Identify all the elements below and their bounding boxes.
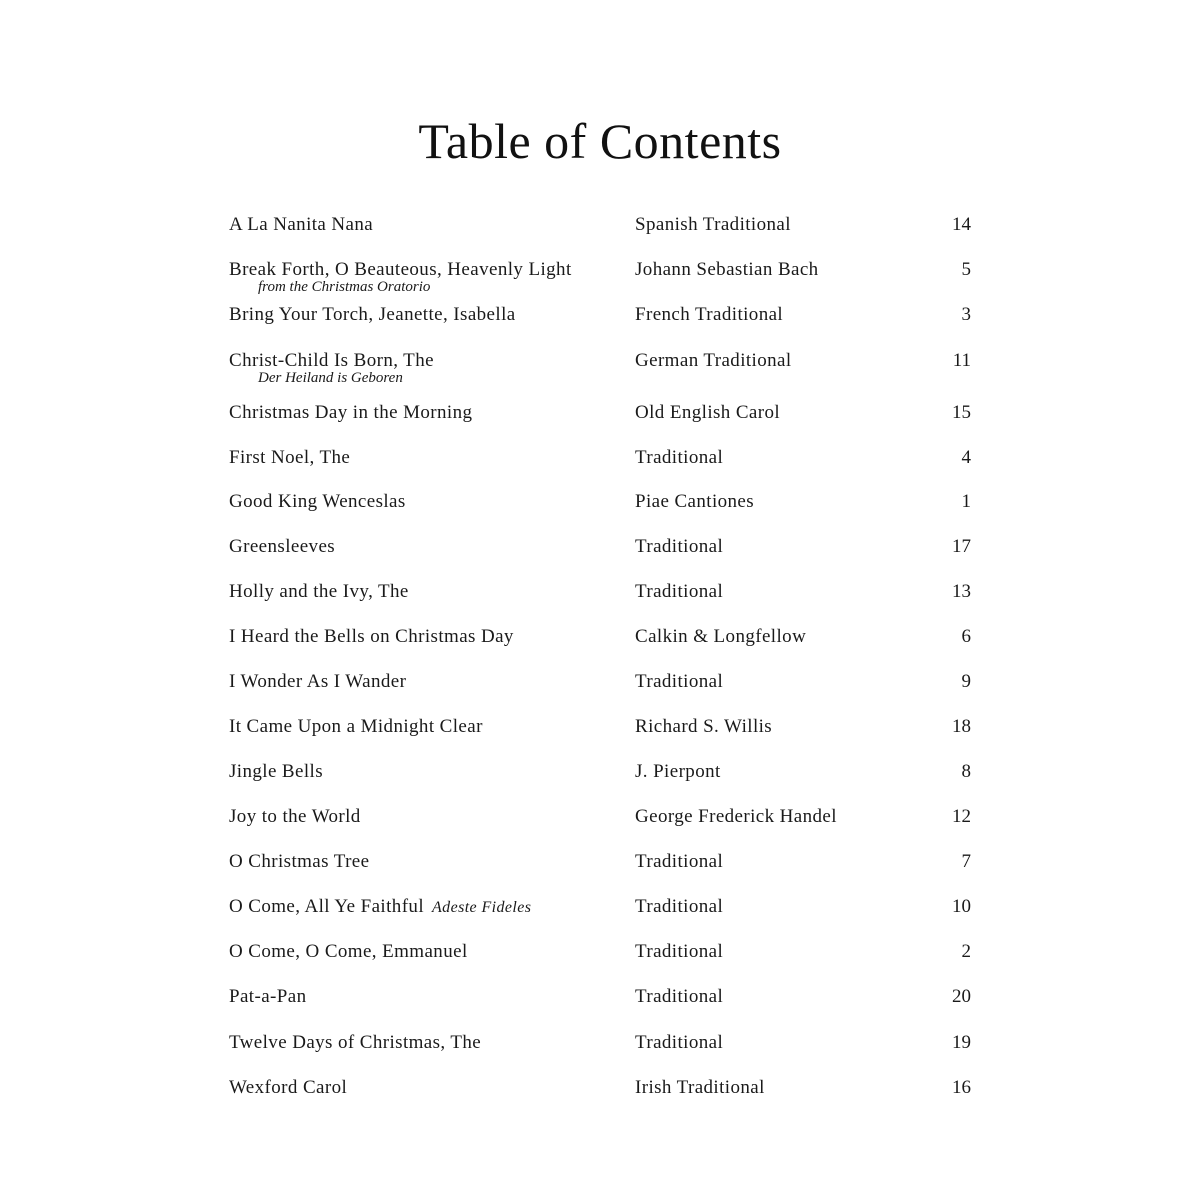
toc-entry — [229, 941, 971, 981]
toc-entry — [229, 581, 971, 621]
toc-entry — [229, 671, 971, 711]
toc-entry — [229, 491, 971, 531]
entry-page-number: 20 — [952, 986, 971, 1007]
entry-composer: Irish Traditional — [635, 1077, 765, 1098]
entry-page-number: 15 — [952, 402, 971, 423]
entry-page-number: 10 — [952, 896, 971, 917]
entry-composer: Traditional — [635, 941, 724, 962]
toc-entry — [229, 214, 971, 254]
entry-page-number: 8 — [961, 761, 971, 782]
entry-page-number: 5 — [961, 259, 971, 280]
entry-page-number: 16 — [952, 1077, 971, 1098]
toc-entry — [229, 350, 971, 390]
entry-subtitle: from the Christmas Oratorio — [258, 279, 431, 295]
entry-title: Holly and the Ivy, The — [229, 581, 409, 602]
entry-title: Twelve Days of Christmas, The — [229, 1032, 482, 1053]
entry-title: First Noel, The — [229, 447, 351, 468]
entry-page-number: 12 — [952, 806, 971, 827]
entry-page-number: 1 — [961, 491, 971, 512]
entry-composer: Spanish Traditional — [635, 214, 791, 235]
toc-entry — [229, 806, 971, 846]
entry-title: Joy to the World — [229, 806, 361, 827]
entry-page-number: 4 — [961, 447, 971, 468]
toc-entry — [229, 896, 971, 936]
entry-title: O Come, All Ye Faithful — [229, 896, 424, 917]
entry-page-number: 6 — [961, 626, 971, 647]
entry-composer: Traditional — [635, 851, 724, 872]
toc-entry — [229, 1032, 971, 1072]
toc-entry — [229, 851, 971, 891]
entry-composer: Traditional — [635, 1032, 724, 1053]
toc-entry — [229, 626, 971, 666]
entry-composer: Old English Carol — [635, 402, 781, 423]
entry-title: A La Nanita Nana — [229, 214, 374, 235]
entry-title: Good King Wenceslas — [229, 491, 406, 512]
entry-inline-subtitle: Adeste Fideles — [432, 899, 532, 916]
entry-composer: Traditional — [635, 986, 724, 1007]
entry-composer: Traditional — [635, 896, 724, 917]
toc-entry — [229, 304, 971, 344]
toc-entry — [229, 761, 971, 801]
toc-entry — [229, 716, 971, 756]
entry-title: I Heard the Bells on Christmas Day — [229, 626, 514, 647]
entry-composer: Johann Sebastian Bach — [635, 259, 819, 280]
entry-page-number: 19 — [952, 1032, 971, 1053]
entry-page-number: 7 — [961, 851, 971, 872]
entry-composer: J. Pierpont — [635, 761, 721, 782]
entry-composer: German Traditional — [635, 350, 792, 371]
entry-title: Pat-a-Pan — [229, 986, 307, 1007]
entry-composer: French Traditional — [635, 304, 784, 325]
entry-composer: Piae Cantiones — [635, 491, 755, 512]
toc-entry — [229, 259, 971, 299]
entry-page-number: 17 — [952, 536, 971, 557]
entry-title: Christ-Child Is Born, The — [229, 350, 434, 371]
entry-page-number: 18 — [952, 716, 971, 737]
page-title: Table of Contents — [418, 113, 782, 169]
entry-composer: Traditional — [635, 536, 724, 557]
entry-title: It Came Upon a Midnight Clear — [229, 716, 483, 737]
entry-title: O Come, O Come, Emmanuel — [229, 941, 468, 962]
entry-subtitle: Der Heiland is Geboren — [258, 370, 403, 386]
entry-page-number: 9 — [961, 671, 971, 692]
entry-title: Christmas Day in the Morning — [229, 402, 473, 423]
entry-page-number: 13 — [952, 581, 971, 602]
entry-composer: Traditional — [635, 671, 724, 692]
entry-page-number: 14 — [952, 214, 971, 235]
entry-title-wrap — [229, 896, 531, 919]
entry-composer: Calkin & Longfellow — [635, 626, 807, 647]
entry-title: Wexford Carol — [229, 1077, 348, 1098]
entry-title: I Wonder As I Wander — [229, 671, 407, 692]
toc-entry — [229, 402, 971, 442]
toc-entry — [229, 447, 971, 487]
entry-composer: Richard S. Willis — [635, 716, 773, 737]
entry-title: Jingle Bells — [229, 761, 323, 782]
entry-composer: George Frederick Handel — [635, 806, 837, 827]
toc-entry — [229, 536, 971, 576]
toc-entry — [229, 986, 971, 1026]
entry-title: Break Forth, O Beauteous, Heavenly Light — [229, 259, 572, 280]
toc-entry — [229, 1077, 971, 1117]
entry-page-number: 2 — [961, 941, 971, 962]
entry-title: O Christmas Tree — [229, 851, 370, 872]
entry-composer: Traditional — [635, 447, 724, 468]
entry-title: Bring Your Torch, Jeanette, Isabella — [229, 304, 516, 325]
entry-page-number: 11 — [952, 350, 971, 371]
entry-title: Greensleeves — [229, 536, 336, 557]
entry-page-number: 3 — [961, 304, 971, 325]
entry-composer: Traditional — [635, 581, 724, 602]
